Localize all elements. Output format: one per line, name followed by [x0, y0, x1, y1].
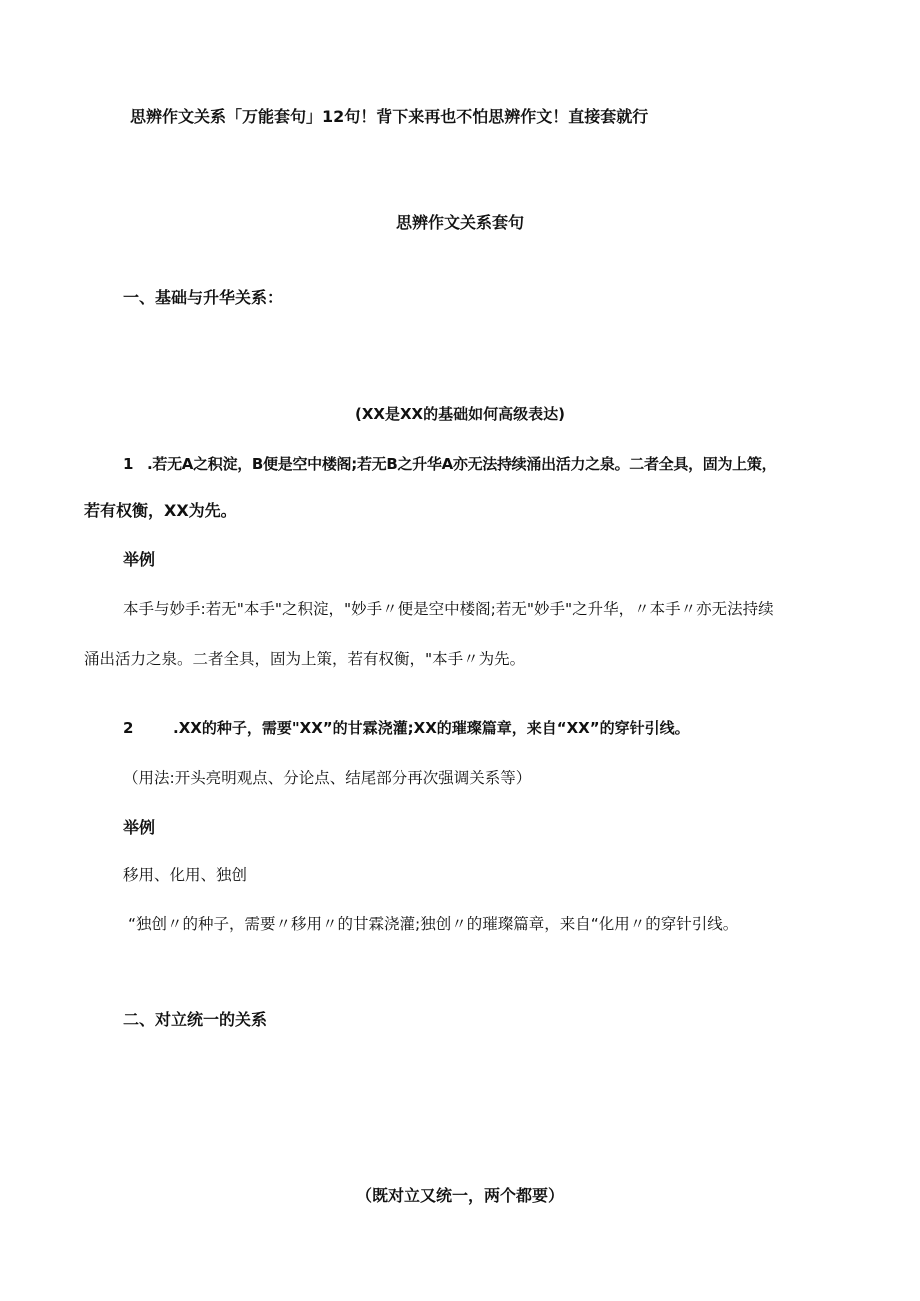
- item-2-number: 2: [123, 719, 134, 737]
- item-1-example-line-2: 涌出活力之泉。二者全具，固为上策，若有权衡，"本手〃为先。: [84, 650, 526, 668]
- item-1-line-2: 若有权衡，XX为先。: [84, 501, 237, 520]
- item-1-text-line-1: .若无A之积淀，B便是空中楼阁;若无B之升华A亦无法持续涌出活力之泉。二者全具，固为上策，: [147, 455, 777, 473]
- item-2-example-label: 举例: [123, 818, 156, 837]
- section-2-subheading: （既对立又统一，两个都要）: [355, 1186, 564, 1205]
- item-2-example-words: 移用、化用、独创: [123, 866, 248, 884]
- item-2-line: [123, 717, 690, 739]
- item-1-example-line-1: 本手与妙手:若无"本手"之积淀，"妙手〃便是空中楼阁;若无"妙手"之升华，〃本手〃亦无法持续: [123, 600, 774, 618]
- item-2-usage: （用法:开头亮明观点、分论点、结尾部分再次强调关系等）: [123, 769, 532, 787]
- headline: 思辨作文关系「万能套句」12句！背下来再也不怕思辨作文！直接套就行: [130, 107, 649, 126]
- section-1-subheading: (XX是XX的基础如何高级表达): [355, 405, 565, 423]
- subtitle: 思辨作文关系套句: [395, 213, 524, 232]
- item-1-line-1: [123, 453, 776, 475]
- item-2-example-sentence: “独创〃的种子，需要〃移用〃的甘霖浇灌;独创〃的璀璨篇章，来自“化用〃的穿针引线。: [128, 915, 739, 933]
- item-1-example-label: 举例: [123, 550, 156, 569]
- item-1-number: 1: [123, 455, 134, 473]
- item-2-text: .XX的种子，需要"XX”的甘霖浇灌;XX的璀璨篇章，来自“XX”的穿针引线。: [173, 719, 690, 737]
- section-2-heading: 二、对立统一的关系: [123, 1010, 268, 1029]
- section-1-heading: 一、基础与升华关系：: [123, 288, 284, 307]
